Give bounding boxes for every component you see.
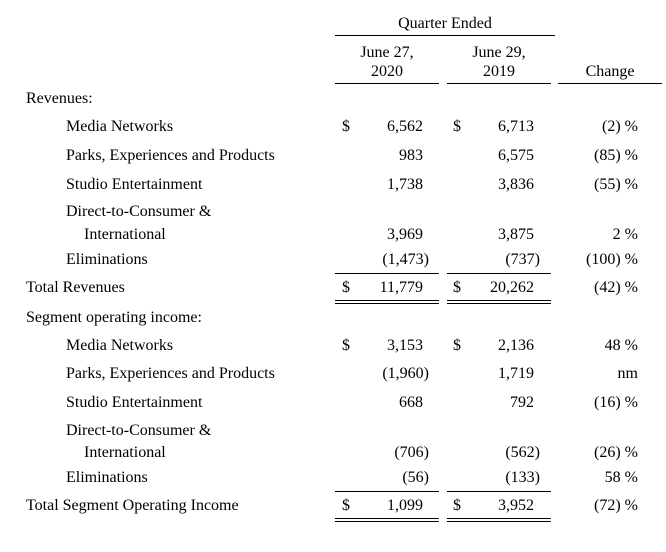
change-value: (55) % <box>594 176 638 193</box>
revenues-heading-row <box>0 89 666 109</box>
table-row <box>0 468 666 488</box>
value-2019: 3,836 <box>498 176 534 193</box>
change-value: (16) % <box>594 394 638 411</box>
value-2020: 983 <box>399 147 423 164</box>
value-2020: 1,738 <box>387 176 423 193</box>
table-row <box>0 443 666 463</box>
total-row <box>0 278 666 298</box>
change-value: nm <box>617 365 638 382</box>
col2-header-line2: 2019 <box>483 63 515 80</box>
row-label: International <box>84 444 166 461</box>
period-header-rule <box>335 35 555 36</box>
change-value: 2 % <box>612 226 638 243</box>
revenues-total-double-rule-col1-a <box>335 300 439 301</box>
row-label: Direct-to-Consumer & <box>66 422 212 439</box>
table-row-label-line1 <box>0 421 666 441</box>
row-label: Studio Entertainment <box>66 394 203 411</box>
segment-heading-row <box>0 308 666 328</box>
value-2019: (737) <box>505 251 540 268</box>
value-2020: 3,969 <box>387 226 423 243</box>
row-label: Media Networks <box>66 118 174 135</box>
value-2020: 6,562 <box>387 118 423 135</box>
col1-header-rule <box>335 83 439 84</box>
change-value: (42) % <box>594 279 638 296</box>
value-2019: 3,875 <box>498 226 534 243</box>
change-value: (26) % <box>594 444 638 461</box>
row-label: Media Networks <box>66 337 174 354</box>
revenues-heading: Revenues: <box>26 90 93 107</box>
table-row <box>0 146 666 166</box>
table-row <box>0 336 666 356</box>
table-row <box>0 225 666 245</box>
value-2019: 1,719 <box>498 365 534 382</box>
segment-total-double-rule-col2-a <box>447 518 551 519</box>
revenues-subtotal-rule-col1 <box>335 273 439 274</box>
dollar-sign: $ <box>342 118 350 135</box>
dollar-sign: $ <box>453 497 461 514</box>
row-label: Total Segment Operating Income <box>26 497 239 514</box>
row-label: Parks, Experiences and Products <box>66 365 275 382</box>
dollar-sign: $ <box>342 279 350 296</box>
table-row <box>0 393 666 413</box>
change-value: (100) % <box>586 251 638 268</box>
value-2020: (1,960) <box>382 365 429 382</box>
table-row <box>0 117 666 137</box>
value-2019: (562) <box>505 444 540 461</box>
change-value: (85) % <box>594 147 638 164</box>
row-label: International <box>84 226 166 243</box>
value-2019: (133) <box>505 469 540 486</box>
segment-total-double-rule-col1-a <box>335 518 439 519</box>
dollar-sign: $ <box>453 279 461 296</box>
row-label: Total Revenues <box>26 279 125 296</box>
revenues-total-double-rule-col2-a <box>447 300 551 301</box>
value-2020: (1,473) <box>382 251 429 268</box>
change-header-rule <box>558 83 662 84</box>
segment-total-double-rule-col2-b <box>447 521 551 522</box>
row-label: Direct-to-Consumer & <box>66 203 212 220</box>
revenues-subtotal-rule-col2 <box>447 273 551 274</box>
revenues-total-double-rule-col1-b <box>335 303 439 304</box>
value-2019: 6,575 <box>498 147 534 164</box>
col2-header-rule <box>447 83 551 84</box>
value-2020: 1,099 <box>387 497 423 514</box>
change-value: 48 % <box>604 337 638 354</box>
dollar-sign: $ <box>342 497 350 514</box>
col2-header-line1: June 29, <box>472 44 526 61</box>
col1-header-line2: 2020 <box>371 63 403 80</box>
segment-subtotal-rule-col1 <box>335 491 439 492</box>
revenues-total-double-rule-col2-b <box>447 303 551 304</box>
change-header: Change <box>585 63 635 80</box>
value-2020: (706) <box>394 444 429 461</box>
table-row <box>0 364 666 384</box>
value-2019: 6,713 <box>498 118 534 135</box>
table-row <box>0 175 666 195</box>
period-header: Quarter Ended <box>398 15 492 32</box>
value-2019: 792 <box>510 394 534 411</box>
row-label: Eliminations <box>66 251 148 268</box>
table-row <box>0 250 666 270</box>
dollar-sign: $ <box>342 337 350 354</box>
segment-heading: Segment operating income: <box>26 309 202 326</box>
col1-header-line1: June 27, <box>360 44 414 61</box>
segment-total-double-rule-col1-b <box>335 521 439 522</box>
value-2020: (56) <box>402 469 429 486</box>
value-2019: 2,136 <box>498 337 534 354</box>
value-2019: 20,262 <box>490 279 534 296</box>
value-2019: 3,952 <box>498 497 534 514</box>
value-2020: 668 <box>399 394 423 411</box>
total-row <box>0 496 666 516</box>
change-value: (72) % <box>594 497 638 514</box>
change-value: 58 % <box>604 469 638 486</box>
row-label: Eliminations <box>66 469 148 486</box>
value-2020: 3,153 <box>387 337 423 354</box>
table-row-label-line1 <box>0 202 666 222</box>
row-label: Parks, Experiences and Products <box>66 147 275 164</box>
value-2020: 11,779 <box>379 279 423 296</box>
dollar-sign: $ <box>453 118 461 135</box>
change-value: (2) % <box>602 118 638 135</box>
row-label: Studio Entertainment <box>66 176 203 193</box>
segment-subtotal-rule-col2 <box>447 491 551 492</box>
dollar-sign: $ <box>453 337 461 354</box>
